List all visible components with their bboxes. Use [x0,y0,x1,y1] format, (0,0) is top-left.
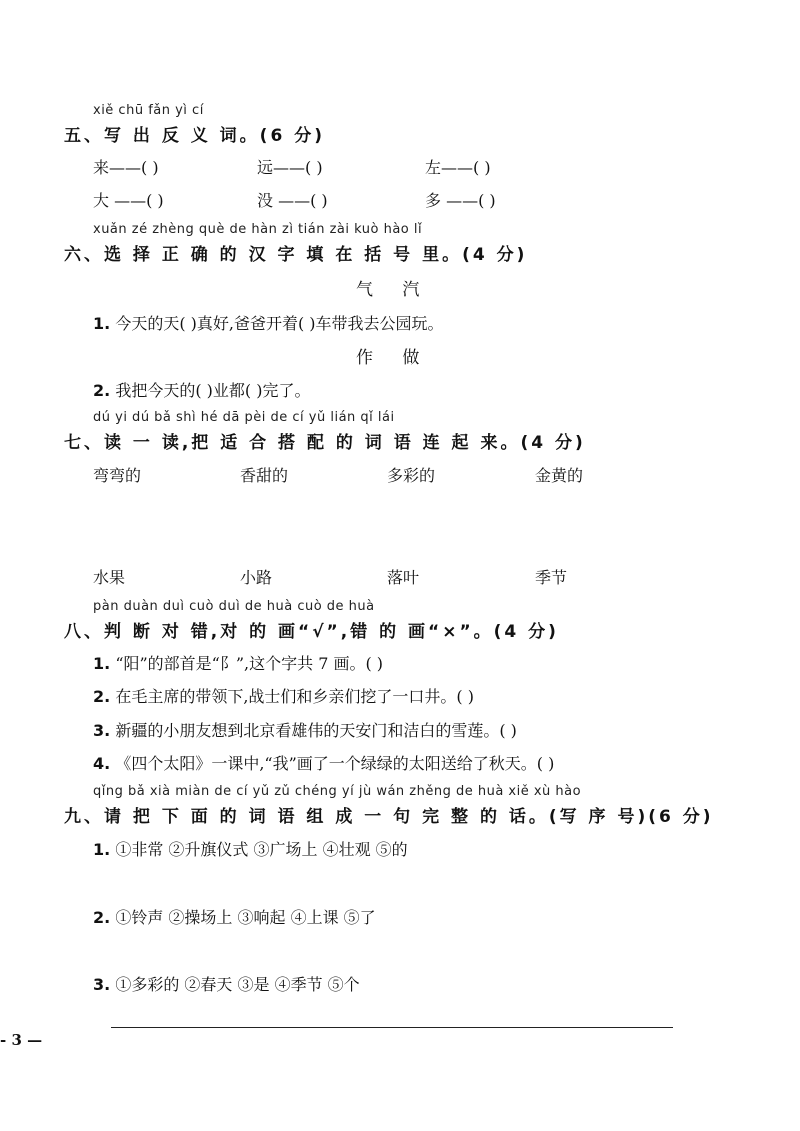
match-top-word-2: 香甜的 [240,466,289,485]
question-text: 我把今天的( )业都( )完了。 [115,381,311,400]
question-number: 3. [93,721,111,740]
section6-question-2 [93,378,310,401]
question-text: 《四个太阳》一课中,“我”画了一个绿绿的太阳送给了秋天。( ) [115,754,555,773]
judgement-item-1 [93,651,383,674]
section7-pinyin: dú yi dú bǎ shì hé dā pèi de cí yǔ lián qǐ lái [93,410,395,425]
section5-item-4: 大 ——( ) [93,191,164,210]
section6-title: 六、选 择 正 确 的 汉 字 填 在 括 号 里。(4 分) [64,245,528,265]
match-top-word-1: 弯弯的 [93,466,142,485]
judgement-item-2 [93,684,474,707]
match-top-word-4: 金黄的 [535,466,584,485]
section6-choice-1: 气 汽 [356,280,432,300]
question-number: 4. [93,754,111,773]
section5-item-3: 左——( ) [425,158,491,177]
question-number: 2. [93,381,111,400]
page-number: - 3 — [0,1031,43,1049]
question-text: 新疆的小朋友想到北京看雄伟的天安门和洁白的雪莲。( ) [115,721,517,740]
section6-pinyin: xuǎn zé zhèng què de hàn zì tián zài kuò hào lǐ [93,222,423,237]
question-text: 在毛主席的带领下,战士们和乡亲们挖了一口井。( ) [115,687,474,706]
section8-pinyin: pàn duàn duì cuò duì de huà cuò de huà [93,599,375,614]
sentence-item-3 [93,972,360,995]
section5-item-1: 来——( ) [93,158,159,177]
section5-item-2: 远——( ) [257,158,323,177]
section5-item-6: 多 ——( ) [425,191,496,210]
question-text: ①铃声 ②操场上 ③响起 ④上课 ⑤了 [115,908,376,927]
question-number: 1. [93,654,111,673]
match-top-word-3: 多彩的 [387,466,436,485]
question-text: ①多彩的 ②春天 ③是 ④季节 ⑤个 [115,975,360,994]
section5-title: 五、写 出 反 义 词。(6 分) [64,126,325,146]
question-number: 2. [93,908,111,927]
match-bottom-word-1: 水果 [93,568,126,587]
section9-title: 九、请 把 下 面 的 词 语 组 成 一 句 完 整 的 话。(写 序 号)(6 分) [64,807,714,827]
section5-item-5: 没 ——( ) [257,191,328,210]
section6-question-1 [93,311,444,334]
judgement-item-4 [93,751,554,774]
answer-line[interactable] [111,1027,673,1028]
section9-pinyin: qǐng bǎ xià miàn de cí yǔ zǔ chéng yí jù wán zhěng de huà xiě xù hào [93,784,582,799]
question-text: ①非常 ②升旗仪式 ③广场上 ④壮观 ⑤的 [115,840,408,859]
section8-title: 八、判 断 对 错,对 的 画“√”,错 的 画“×”。(4 分) [64,622,559,642]
question-number: 2. [93,687,111,706]
section6-choice-2: 作 做 [356,348,432,368]
match-bottom-word-4: 季节 [535,568,568,587]
question-text: “阳”的部首是“阝”,这个字共 7 画。( ) [115,654,384,673]
sentence-item-1 [93,837,408,860]
section7-title: 七、读 一 读,把 适 合 搭 配 的 词 语 连 起 来。(4 分) [64,433,586,453]
sentence-item-2 [93,905,376,928]
judgement-item-3 [93,718,517,741]
match-bottom-word-2: 小路 [240,568,273,587]
match-bottom-word-3: 落叶 [387,568,420,587]
section5-pinyin: xiě chū fǎn yì cí [93,103,204,118]
question-number: 3. [93,975,111,994]
question-number: 1. [93,314,111,333]
question-number: 1. [93,840,111,859]
question-text: 今天的天( )真好,爸爸开着( )车带我去公园玩。 [115,314,444,333]
